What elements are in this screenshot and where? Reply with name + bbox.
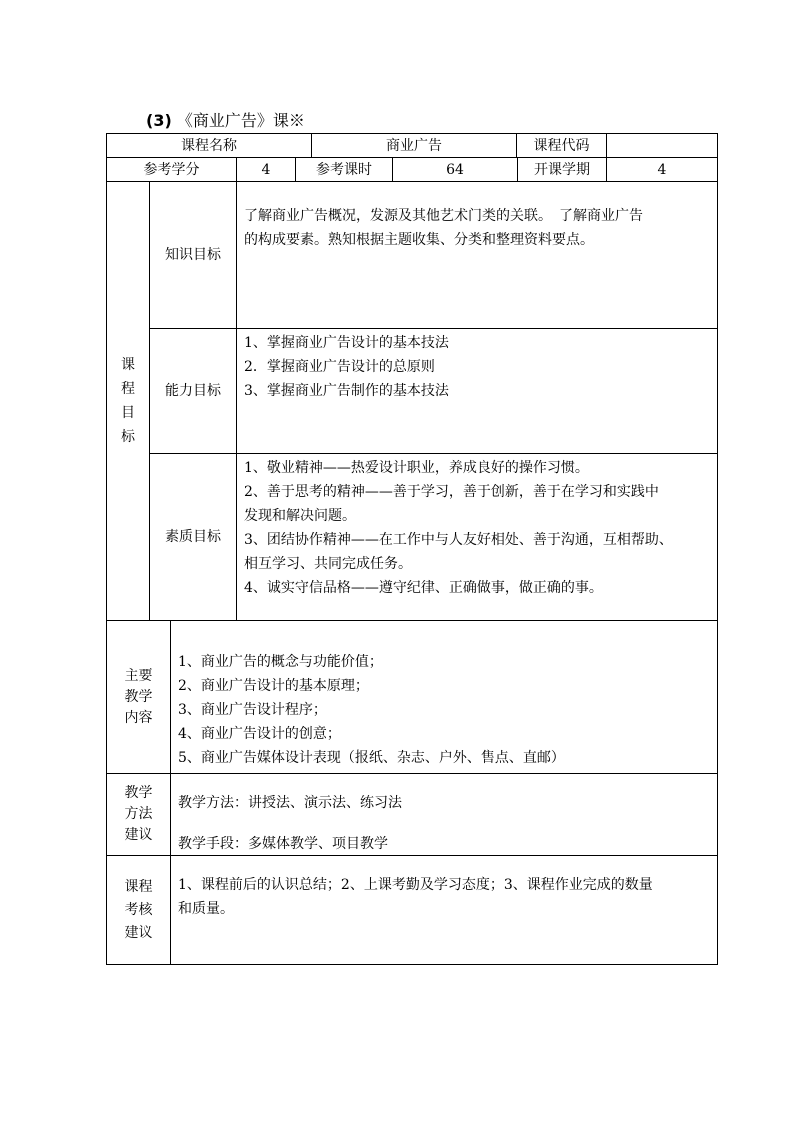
- text-line: 发现和解决问题。: [244, 508, 356, 524]
- text-line: 的构成要素。熟知根据主题收集、分类和整理资料要点。: [244, 232, 594, 248]
- text-line: 了解商业广告概况，发源及其他艺术门类的关联。 了解商业广告: [244, 208, 643, 224]
- label-line: 教学: [124, 688, 153, 705]
- quality-goal-label: 素质目标: [165, 529, 221, 545]
- main-content-label: [107, 621, 170, 773]
- knowledge-goal-label: 知识目标: [165, 247, 221, 263]
- label-char: 程: [121, 381, 135, 397]
- label-char: 课: [121, 357, 135, 373]
- table-border-right: [717, 133, 718, 965]
- semester-value: 4: [657, 161, 667, 178]
- ability-goal-text: [244, 331, 714, 403]
- text-line: 3、商业广告设计程序；: [178, 702, 327, 718]
- ability-goal-label: 能力目标: [165, 383, 221, 399]
- label-char: 目: [121, 405, 135, 421]
- teaching-method-label: [107, 774, 170, 855]
- label-line: 建议: [124, 924, 153, 941]
- assessment-text: [178, 873, 714, 921]
- text-line: 和质量。: [178, 901, 234, 917]
- text-line: 1、课程前后的认识总结；2、上课考勤及学习态度；3、课程作业完成的数量: [178, 877, 653, 893]
- text-line: 1、掌握商业广告设计的基本技法: [244, 335, 449, 351]
- table-rule: [106, 773, 718, 774]
- label-line: 主要: [124, 667, 153, 684]
- text-line: 2、商业广告设计的基本原理；: [178, 678, 369, 694]
- credits-label: 参考学分: [143, 161, 200, 178]
- label-line: 课程: [124, 878, 153, 895]
- hours-label: 参考课时: [316, 161, 372, 178]
- teaching-means-text: 教学手段：多媒体教学、项目教学: [178, 836, 388, 852]
- knowledge-goal-text: [244, 204, 714, 252]
- section-heading: [146, 108, 305, 131]
- course-code-label: 课程代码: [533, 137, 590, 154]
- course-goals-label: [107, 182, 149, 620]
- label-line: 建议: [124, 827, 153, 843]
- label-line: 内容: [124, 709, 153, 726]
- table-divider: [236, 181, 237, 621]
- label-line: 教学: [124, 785, 153, 801]
- hours-value: 64: [446, 161, 464, 178]
- table-rule-bottom: [106, 964, 718, 965]
- table-rule: [106, 620, 718, 621]
- teaching-methods-text: 教学方法：讲授法、演示法、练习法: [178, 795, 402, 811]
- section-title: 《商业广告》课※: [176, 111, 305, 130]
- course-name-label: 课程名称: [181, 137, 237, 154]
- text-line: 相互学习、共同完成任务。: [244, 556, 412, 572]
- quality-goal-text: [244, 456, 714, 600]
- label-line: 方法: [124, 806, 153, 822]
- text-line: 1、敬业精神——热爱设计职业，养成良好的操作习惯。: [244, 460, 589, 476]
- course-code-value: [607, 134, 717, 157]
- text-line: 5、商业广告媒体设计表现（报纸、杂志、户外、售点、直邮）: [178, 750, 565, 766]
- text-line: 1、商业广告的概念与功能价值；: [178, 654, 383, 670]
- course-name-value: 商业广告: [386, 137, 442, 154]
- credits-value: 4: [261, 161, 271, 178]
- table-divider: [170, 620, 171, 965]
- text-line: 4、诚实守信品格——遵守纪律、正确做事，做正确的事。: [244, 580, 603, 596]
- section-number: (3): [146, 111, 172, 130]
- semester-label: 开课学期: [534, 161, 590, 178]
- text-line: 2．掌握商业广告设计的总原则: [244, 359, 435, 375]
- label-line: 考核: [124, 901, 153, 918]
- assessment-label: [107, 856, 170, 964]
- label-char: 标: [121, 429, 135, 445]
- text-line: 2、善于思考的精神——善于学习，善于创新，善于在学习和实践中: [244, 484, 659, 500]
- text-line: 4、商业广告设计的创意；: [178, 726, 341, 742]
- text-line: 3、团结协作精神——在工作中与人友好相处、善于沟通，互相帮助、: [244, 532, 673, 548]
- main-content-text: [178, 650, 714, 770]
- text-line: 3、掌握商业广告制作的基本技法: [244, 383, 449, 399]
